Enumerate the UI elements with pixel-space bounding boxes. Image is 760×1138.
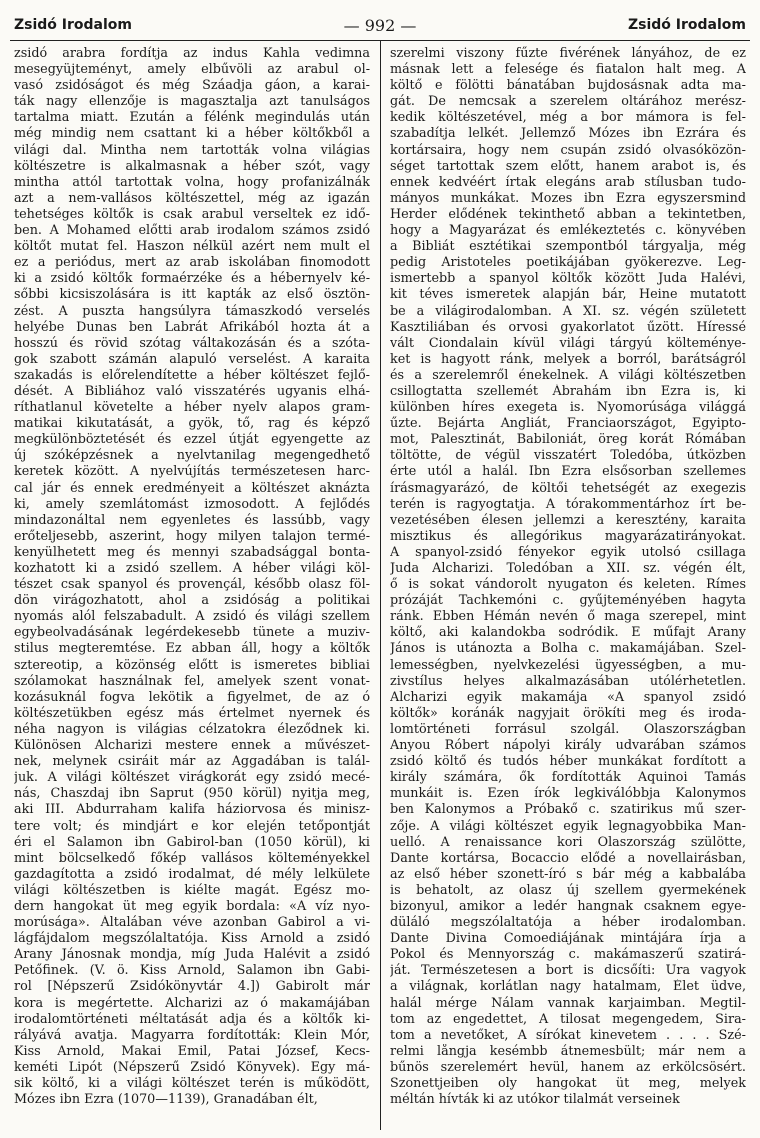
text-line: János is utánozta a Bolha c. makamájában. Szel-: [390, 641, 746, 657]
text-line: erőteljesebb, aszerint, hogy milyen talajon termé-: [14, 528, 370, 544]
text-line: szakadás is előrelendítette a héber költészet fejlő-: [14, 367, 370, 383]
text-line: tehetséges költők is csak arabul verseltek ez idő-: [14, 206, 370, 222]
text-line: hogy a Magyarázat és emlékeztetés c. könyvében: [390, 223, 746, 239]
text-line: szólamokat használnak fel, amelyek szent vonat-: [14, 673, 370, 689]
text-line: tartalma miatt. Ezután a félénk megindulás után: [14, 110, 370, 126]
text-line: mindazonáltal nem egyenletes és lassúbb, vagy: [14, 512, 370, 528]
text-line: szabadítja lelkét. Jellemző Mózes ibn Ezrára és: [390, 126, 746, 142]
text-line: pedig Aristoteles poetikájában gyökerezve. Leg-: [390, 255, 746, 271]
text-line: költészetükben egész más értelmet nyernek és: [14, 705, 370, 721]
text-line: Kasztiliában és orvosi gyakorlatot űzött. Híressé: [390, 319, 746, 335]
text-line: lágfájdalom megszólaltatója. Kiss Arnold a zsidó: [14, 931, 370, 947]
text-line: különben híres exegeta is. Nyomorúsága világgá: [390, 400, 746, 416]
text-line: rol [Népszerű Zsidókönyvtár 4.]) Gabirolt már: [14, 979, 370, 995]
text-line: düláló megszólaltatója a héber irodalomban.: [390, 915, 746, 931]
text-line: ő is sokat vándorolt nyugaton és keleten. Rímes: [390, 577, 746, 593]
text-line: tészet csak spanyol és provençál, később olasz föl-: [14, 577, 370, 593]
header-left-title: Zsidó Irodalom: [14, 17, 133, 33]
text-line: dését. A Bibliához való visszatérés ugyanis elhá-: [14, 383, 370, 399]
text-line: Dante Divina Comoediájának mintájára írja a: [390, 931, 746, 947]
text-line: mányos munkákat. Mozes ibn Ezra egyszersmind: [390, 190, 746, 206]
text-line: megkülönböztetését és ezzel útját egyengette az: [14, 432, 370, 448]
text-line: mot, Palesztinát, Babiloniát, öreg korát Rómában: [390, 432, 746, 448]
text-line: zője. A világi költészet egyik legnagyobbika Man-: [390, 818, 746, 834]
text-line: költő e fölötti bánatában bujdosásnak adta ma-: [390, 78, 746, 94]
text-line: Alcharizi egyik makamája «A spanyol zsidó: [390, 689, 746, 705]
text-line: nás, Chaszdaj ibn Saprut (950 körül) nyitja meg,: [14, 786, 370, 802]
text-line: A spanyol-zsidó fényekor egyik utolsó csillaga: [390, 544, 746, 560]
text-line: gok szabott számán alapuló verselést. A karaita: [14, 351, 370, 367]
text-line: vezetésében élesen jellemzi a keresztény, karaita: [390, 512, 746, 528]
text-line: tom az engedettet, A tilosat megengedem, Sira-: [390, 1011, 746, 1027]
text-line: a világnak, korlátlan nagy hatalmam, Élet üdve,: [390, 979, 746, 995]
text-line: új szóképzésnek a nyelvtanilag megengedhető: [14, 448, 370, 464]
text-line: munkáit is. Ezen írók legkiválóbbja Kalonymos: [390, 786, 746, 802]
text-line: dön virágozhatott, ahol a zsidóság a politikai: [14, 593, 370, 609]
text-line: ták nagy ellenzője is magasztalja azt tanulságos: [14, 94, 370, 110]
text-line: költők» koránák nagyjait örökíti meg és iroda-: [390, 705, 746, 721]
text-line: séget tartottak szem előtt, hanem arabot is, és: [390, 158, 746, 174]
text-line: irodalomtörténeti méltatását adja és a költők ki-: [14, 1011, 370, 1027]
text-line: helyébe Dunas ben Labrát Afrikából hozta át a: [14, 319, 370, 335]
text-line: kozásuknál fogva lekötik a figyelmet, de az ó: [14, 689, 370, 705]
text-line: egybeolvadásának legérdekesebb tünete a muziv-: [14, 625, 370, 641]
text-line: Juda Alcharizi. Toledóban a XII. sz. végén élt,: [390, 561, 746, 576]
right-column: [390, 46, 746, 1108]
text-line: zsidó költő és tudós héber munkákat fordított a: [390, 754, 746, 770]
text-line: ben. A Mohamed előtti arab irodalom számos zsidó: [14, 223, 370, 239]
text-line: világi dal. Mintha nem tartották volna világias: [14, 142, 370, 158]
text-line: aki III. Abdurraham kalifa háziorvosa és minisz-: [14, 802, 370, 818]
text-line: az első héber szonett-író s bár még a kabbalába: [390, 866, 746, 882]
text-line: ki a zsidó költők formaérzéke és a hébernyelv ké-: [14, 271, 370, 287]
text-line: azt a nem-vallásos költészettel, még az igazán: [14, 190, 370, 206]
text-line: rályává avatja. Magyarra fordították: Klein Mór,: [14, 1027, 370, 1043]
text-line: sőbbi kicsiszolására is itt kapták az első ösztön-: [14, 287, 370, 303]
text-line: uelló. A renaissance kori Olaszország szülötte,: [390, 834, 746, 850]
text-line: király számára, ők fordították Aquinoi Tamás: [390, 770, 746, 786]
page-number: — 992 —: [344, 16, 417, 35]
column-divider: [380, 41, 381, 1130]
text-line: zést. A puszta hangsúlyra támaszkodó verselés: [14, 303, 370, 319]
text-line: néha nagyon is világias célzatokra éleződnek ki.: [14, 721, 370, 737]
text-line: kortársaira, hogy nem csupán zsidó olvasóközön-: [390, 142, 746, 158]
running-header: [14, 14, 746, 36]
text-line: költő, aki kalandokba sodródik. E műfajt Arany: [390, 625, 746, 641]
text-line: nek, melynek csiráit már az Aggadában is talál-: [14, 754, 370, 770]
text-line: stilus megteremtése. Ez abban áll, hogy a költők: [14, 641, 370, 657]
text-line: írásmagyarázó, de költői tehetségét az exegezis: [390, 480, 746, 496]
text-line: Pokol és Mennyország c. makámaszerű szatirá-: [390, 947, 746, 963]
text-line: tom a nevetőket, A sírókat kinevetem . . . . Szé-: [390, 1027, 746, 1043]
text-line: kora is megértette. Alcharizi az ó makamájában: [14, 995, 370, 1011]
text-line: űzte. Bejárta Angliát, Franciaországot, Egyipto-: [390, 416, 746, 432]
left-column: [14, 46, 370, 1108]
text-line: ismertebb a spanyol költők között Juda Halévi,: [390, 271, 746, 287]
text-line: cal jár és ennek eredményeit a költészet aknázta: [14, 480, 370, 496]
text-line: gazdagította a zsidó irodalmat, dé mély lelkülete: [14, 866, 370, 882]
text-line: Herder elődének tekinthető abban a tekintetben,: [390, 206, 746, 222]
text-line: zsidó arabra fordítja az indus Kahla vedimna: [14, 46, 370, 61]
text-line: hosszú és rövid szótag váltakozásán és a szóta-: [14, 335, 370, 351]
text-line: ez a periódus, mert az arab iskolában finomodott: [14, 255, 370, 271]
text-line: Anyou Róbert nápolyi király udvarában számos: [390, 738, 746, 754]
text-line: még mindig nem csattant ki a héber költőkből a: [14, 126, 370, 142]
text-line: költészetre is alkalmasnak a héber szót, vagy: [14, 158, 370, 174]
text-line: a Bibliát esztétikai szempontból tárgyalja, még: [390, 239, 746, 255]
text-line: ránk. Ebben Hémán nevén ő maga szerepel, mint: [390, 609, 746, 625]
text-line: bizonyul, amikor a ledér hangnak csaknem egye-: [390, 898, 746, 914]
text-line: ki, amely szemlátomást izmosodott. A fejlődés: [14, 496, 370, 512]
text-line: juk. A világi költészet virágkorát egy zsidó mecé-: [14, 770, 370, 786]
text-line: Szonettjeiben oly hangokat üt meg, melyek: [390, 1076, 746, 1091]
text-line: zivstílus helyes alkalmazásában utólérhetetlen.: [390, 673, 746, 689]
text-line: matikai kikutatását, a gyök, tő, rag és képző: [14, 416, 370, 432]
text-line: Dante kortársa, Bocaccio elődé a novellairásban,: [390, 850, 746, 866]
text-line: Petőfinek. (V. ö. Kiss Arnold, Salamon ibn Gabi-: [14, 963, 370, 979]
text-line: ennek kedvéért írtak elegáns arab stílusban tudo-: [390, 174, 746, 190]
text-line: kit téves ismeretek alapján bár, Heine mutatott: [390, 287, 746, 303]
text-line: Kiss Arnold, Makai Emil, Patai József, Kecs-: [14, 1043, 370, 1059]
text-line: vasó zsidóságot és még Száadja gáon, a karai-: [14, 78, 370, 94]
text-line: gát. De nemcsak a szerelem oltárához merész-: [390, 94, 746, 110]
text-line: mint bölcselkedő főkép vallásos költeményekkel: [14, 850, 370, 866]
text-line: mesegyüjteményt, amely elbűvöli az arabul ol-: [14, 62, 370, 78]
text-line: keretek között. A nyelvújítás természetesen harc-: [14, 464, 370, 480]
text-line: is behatolt, az olasz új szellem gyermekének: [390, 882, 746, 898]
text-line: méltán hívták ki az utókor tilalmát verseinek: [390, 1092, 680, 1108]
text-line: be a világirodalomban. A XI. sz. végén született: [390, 303, 746, 319]
text-line: Arany Jánosnak mondja, míg Juda Halévit a zsidó: [14, 947, 370, 963]
text-line: sztereotip, a közönség előtt is ismeretes bibliai: [14, 657, 370, 673]
text-line: misztikus és allegórikus magyarázatirányokat.: [390, 528, 746, 544]
text-line: lemességben, nyelvkezelési ügyességben, a mu-: [390, 657, 746, 673]
text-line: sik költő, ki a világi költészet terén is működött,: [14, 1076, 370, 1091]
text-line: vált Ciondalain kívül világi tárgyú költeménye-: [390, 335, 746, 351]
text-line: kedik költészetével, még a bor mámora is fel-: [390, 110, 746, 126]
text-line: ben Kalonymos a Próbakő c. szatirikus mű szer-: [390, 802, 746, 818]
text-line: ríthatlanul követelte a héber nyelv alapos gram-: [14, 400, 370, 416]
text-line: világi költészetben is kiélte magát. Egész mo-: [14, 882, 370, 898]
text-line: ket is hagyott ránk, melyek a borról, barátságról: [390, 351, 746, 367]
text-line: terén is ragyogtatja. A tórakommentárhoz írt be-: [390, 496, 746, 512]
text-line: Mózes ibn Ezra (1070—1139), Granadában élt,: [14, 1092, 318, 1108]
text-line: ját. Természetesen a bort is dicsőíti: Ura vagyok: [390, 963, 746, 979]
text-line: kenyülhetett meg és mennyi szabadsággal bonta-: [14, 544, 370, 560]
text-line: bűnös szerelemért hevül, hanem az erkölcsösért.: [390, 1059, 746, 1075]
text-line: prózáját Tachkemóni c. gyűjteményében hagyta: [390, 593, 746, 609]
text-line: tere volt; és mindjárt e kor elején tetőpontját: [14, 818, 370, 834]
text-line: dern hangokat üt meg egyik bordala: «A víz nyo-: [14, 898, 370, 914]
text-line: mintha attól tartottak volna, hogy profanizálnák: [14, 174, 370, 190]
text-line: Különösen Alcharizi mestere ennek a művészet-: [14, 738, 370, 754]
text-line: töltötte, de végül visszatért Toledóba, útközben: [390, 448, 746, 464]
text-line: kozhatott ki a zsidó szellem. A héber világi köl-: [14, 561, 370, 576]
text-line: csillogtatta szellemét Ábrahám ibn Ezra is, ki: [390, 383, 746, 399]
text-line: relmi långja kesémbb átnemesbült; már nem a: [390, 1043, 746, 1059]
text-line: költőt mutat fel. Haszon nélkül azért nem mult el: [14, 239, 370, 255]
text-line: és a szerelemről énekelnek. A világi költészetben: [390, 367, 746, 383]
text-line: nyomás alól felszabadult. A zsidó és világi szellem: [14, 609, 370, 625]
text-line: érte utól a halál. Ibn Ezra elsősorban szellemes: [390, 464, 746, 480]
text-line: morúsága». Általában véve azonban Gabirol a vi-: [14, 915, 370, 931]
header-right-title: Zsidó Irodalom: [627, 17, 746, 33]
text-line: éri el Salamon ibn Gabirol-ban (1050 körül), ki: [14, 834, 370, 850]
text-line: keméti Lipót (Népszerű Zsidó Könyvek). Egy má-: [14, 1059, 370, 1075]
text-line: halál mérge Nálam vannak karjaimban. Megtil-: [390, 995, 746, 1011]
text-line: szerelmi viszony fűzte fivérének lányához, de ez: [390, 46, 746, 61]
text-line: másnak lett a felesége és fiatalon halt meg. A: [390, 62, 746, 78]
text-line: lomtörténeti forrásul szolgál. Olaszországban: [390, 721, 746, 737]
